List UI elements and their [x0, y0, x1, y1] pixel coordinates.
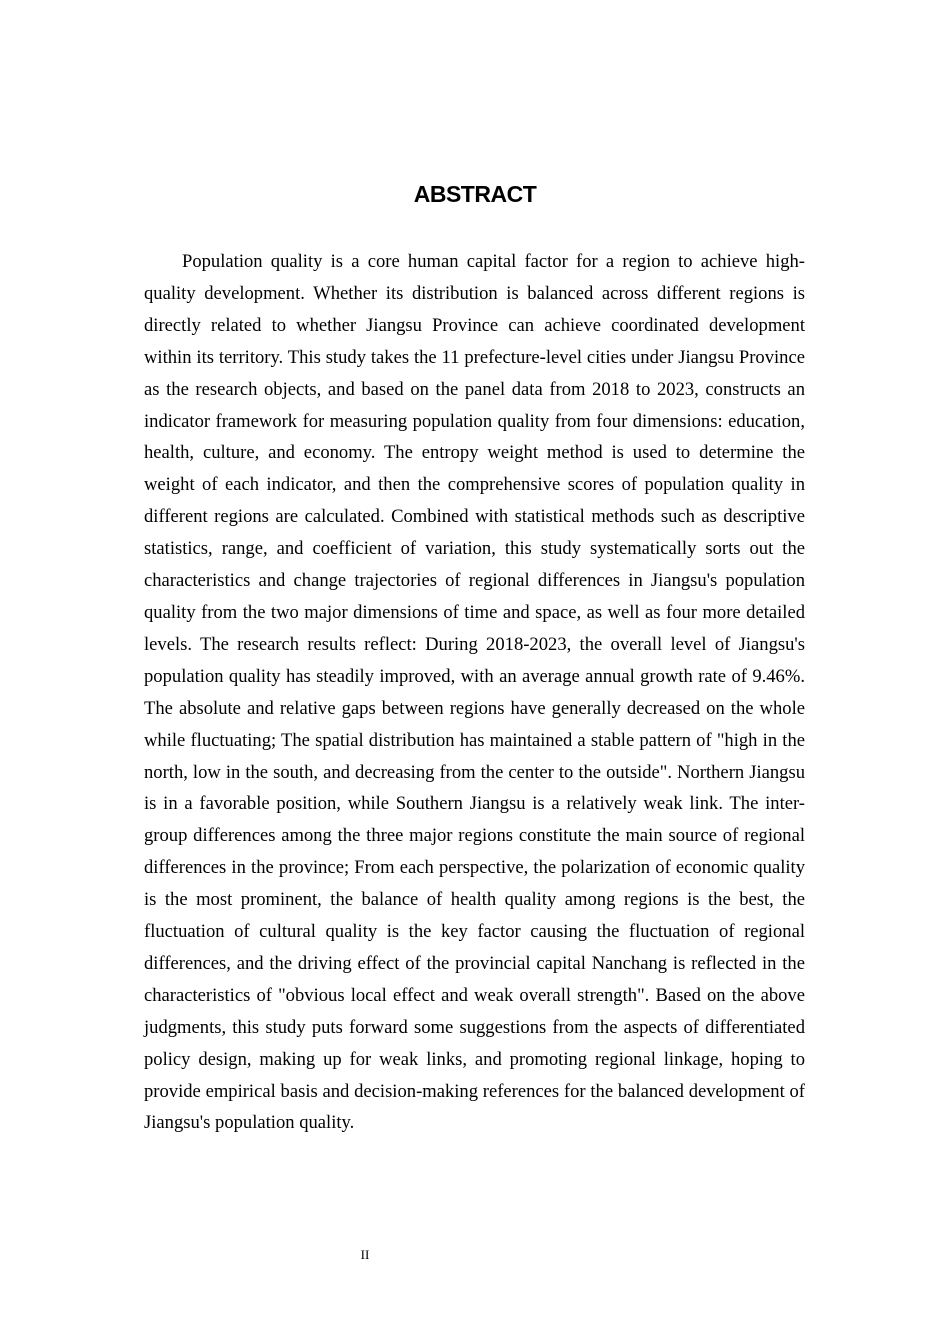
abstract-paragraph: Population quality is a core human capital factor for a region to achieve high-quality development. Whether its distribution is balanced across different regions is directly related to whether Jiangsu Province can achieve coordinated development within its territory. This study takes the 11 prefecture-level cities under Jiangsu Province as the research objects, and based on the panel data from 2018 to 2023, constructs an indicator framework for measuring population quality from four dimensions: education, health, culture, and economy. The entropy weight method is used to determine the weight of each indicator, and then the comprehensive scores of population quality in different regions are calculated. Combined with statistical methods such as descriptive statistics, range, and coefficient of variation, this study systematically sorts out the characteristics and change trajectories of regional differences in Jiangsu's population quality from the two major dimensions of time and space, as well as four more detailed levels. The research results reflect: During 2018-2023, the overall level of Jiangsu's population quality has steadily improved, with an average annual growth rate of 9.46%. The absolute and relative gaps between regions have generally decreased on the whole while fluctuating; The spatial distribution has maintained a stable pattern of "high in the north, low in the south, and decreasing from the center to the outside". Northern Jiangsu is in a favorable position, while Southern Jiangsu is a relatively weak link. The inter-group differences among the three major regions constitute the main source of regional differences in the province; From each perspective, the polarization of economic quality is the most prominent, the balance of health quality among regions is the best, the fluctuation of cultural quality is the key factor causing the fluctuation of regional differences, and the driving effect of the provincial capital Nanchang is reflected in the characteristics of "obvious local effect and weak overall strength". Based on the above judgments, this study puts forward some suggestions from the aspects of differentiated policy design, making up for weak links, and promoting regional linkage, hoping to provide empirical basis and decision-making references for the balanced development of Jiangsu's population quality.	[144, 251, 805, 1134]
page-number: II	[360, 1247, 370, 1262]
abstract-heading: ABSTRACT	[413, 181, 537, 207]
